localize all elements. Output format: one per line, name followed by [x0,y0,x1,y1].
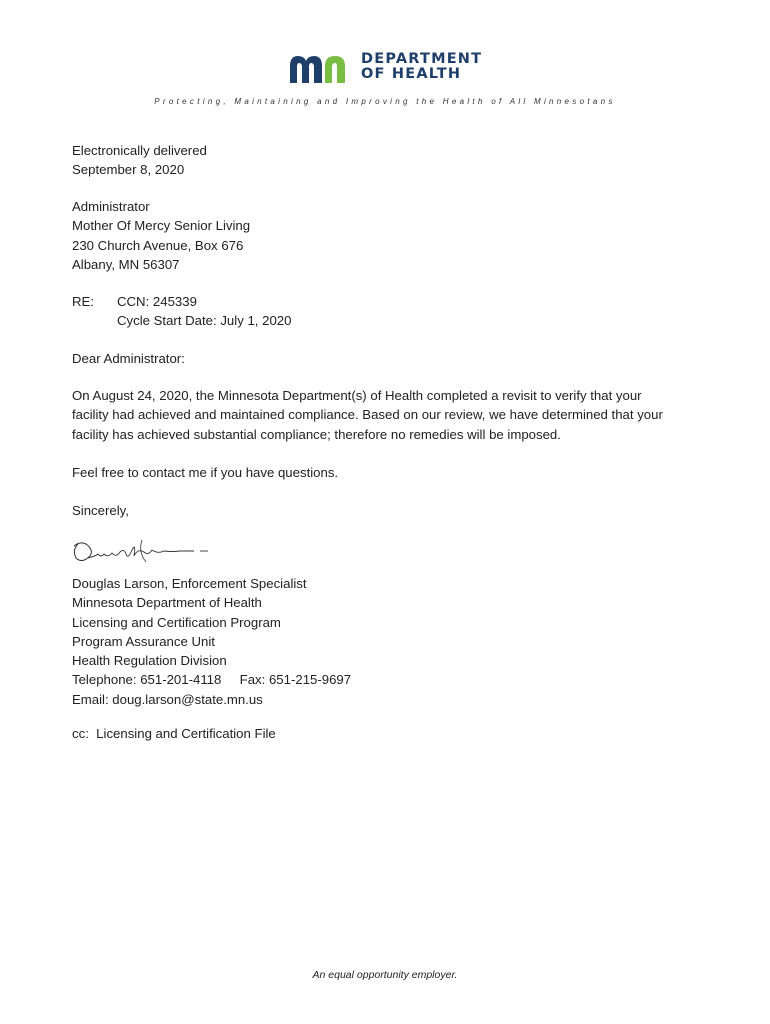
ccn-number: CCN: 245339 [117,294,197,309]
signer-unit: Program Assurance Unit [72,633,215,649]
logo-line-1: DEPARTMENT [361,51,483,67]
signer-block [72,574,351,709]
closing: Sincerely, [72,503,129,518]
paragraph-line: facility has achieved substantial compliance; therefore no remedies will be imposed. [72,426,561,442]
delivery-method: Electronically delivered [72,143,207,158]
recipient-address [72,197,250,274]
footer-text: An equal opportunity employer. [312,969,458,981]
date-block [72,141,207,180]
recipient-title: Administrator [72,199,150,214]
logo-line-2: OF HEALTH [361,66,462,82]
cc-line: cc: Licensing and Certification File [72,726,276,741]
signer-program: Licensing and Certification Program [72,614,281,630]
signer-email: Email: doug.larson@state.mn.us [72,691,263,707]
salutation: Dear Administrator: [72,351,185,366]
tagline: Protecting, Maintaining and Improving the Health of All Minnesotans [154,97,616,106]
signer-division: Health Regulation Division [72,653,227,669]
mdh-logo [289,52,489,86]
recipient-street: 230 Church Avenue, Box 676 [72,237,244,253]
paragraph-line: On August 24, 2020, the Minnesota Department(s) of Health completed a revisit to verify that your [72,388,642,403]
recipient-facility: Mother Of Mercy Senior Living [72,218,251,234]
body-paragraph-2: Feel free to contact me if you have questions. [72,465,339,480]
re-label: RE: [72,294,94,309]
handwritten-signature [68,536,213,568]
mn-logo-icon [289,54,355,84]
signer-name: Douglas Larson, Enforcement Specialist [72,576,307,591]
signer-phone: Telephone: 651-201-4118 Fax: 651-215-9697 [72,672,352,688]
body-paragraph-1 [72,386,663,444]
letter-date: September 8, 2020 [72,162,185,178]
signer-org: Minnesota Department of Health [72,595,262,611]
recipient-city: Albany, MN 56307 [72,256,180,272]
logo-wordmark [361,52,482,82]
paragraph-line: facility had achieved and maintained compliance. Based on our review, we have determined that your [72,407,663,423]
cycle-start-date: Cycle Start Date: July 1, 2020 [117,313,292,329]
re-details [117,292,291,331]
